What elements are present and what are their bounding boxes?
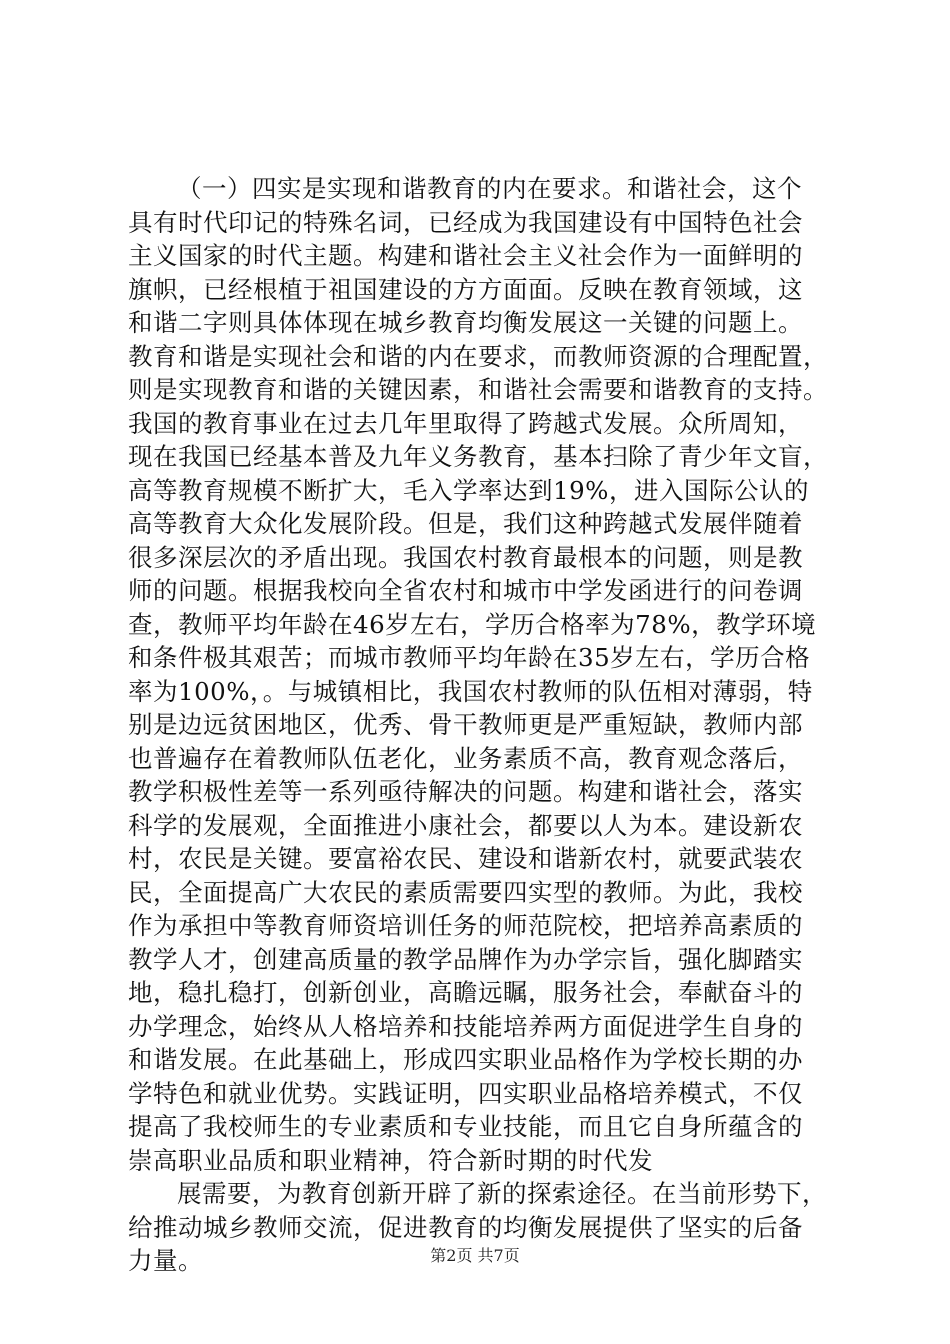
- text-line: 教学人才，创建高质量的教学品牌作为办学宗旨，强化脚踏实: [128, 944, 803, 974]
- text-line: 查，教师平均年龄在46岁左右，学历合格率为78%，教学环境: [128, 609, 817, 639]
- text-line: 和谐二字则具体体现在城乡教育均衡发展这一关键的问题上。: [128, 308, 803, 337]
- text-line: 力量。: [128, 1246, 203, 1275]
- text-line: 给推动城乡教师交流，促进教育的均衡发展提供了坚实的后备: [128, 1212, 803, 1242]
- text-line: 主义国家的时代主题。构建和谐社会主义社会作为一面鲜明的: [128, 241, 803, 270]
- text-line: （一）四实是实现和谐教育的内在要求。和谐社会，这个: [177, 174, 802, 203]
- page-number-footer: 第2页 共7页: [430, 1246, 520, 1265]
- text-line: 很多深层次的矛盾出现。我国农村教育最根本的问题，则是教: [128, 542, 803, 572]
- text-line: 具有时代印记的特殊名词，已经成为我国建设有中国特色社会: [128, 207, 803, 237]
- text-line: 也普遍存在着教师队伍老化，业务素质不高，教育观念落后，: [128, 743, 803, 773]
- text-line: 学特色和就业优势。实践证明，四实职业品格培养模式，不仅: [128, 1078, 803, 1108]
- text-line: 地，稳扎稳打，创新创业，高瞻远瞩，服务社会，奉献奋斗的: [128, 978, 803, 1007]
- text-line: 高等教育规模不断扩大，毛入学率达到19%，进入国际公认的: [128, 475, 809, 505]
- text-line: 我国的教育事业在过去几年里取得了跨越式发展。众所周知，: [128, 408, 803, 438]
- document-body: [128, 172, 828, 1278]
- text-line: 展需要，为教育创新开辟了新的探索途径。在当前形势下，: [177, 1179, 827, 1208]
- text-line: 和条件极其艰苦；而城市教师平均年龄在35岁左右，学历合格: [128, 643, 811, 672]
- text-line: 师的问题。根据我校向全省农村和城市中学发函进行的问卷调: [128, 576, 803, 605]
- text-line: 现在我国已经基本普及九年义务教育，基本扫除了青少年文盲，: [128, 442, 828, 471]
- text-line: 民，全面提高广大农民的素质需要四实型的教师。为此，我校: [128, 877, 803, 907]
- text-line: 科学的发展观，全面推进小康社会，都要以人为本。建设新农: [128, 810, 803, 840]
- text-line: 率为100%，。与城镇相比，我国农村教师的队伍相对薄弱，特: [128, 676, 813, 706]
- text-line: 作为承担中等教育师资培训任务的师范院校，把培养高素质的: [128, 911, 803, 940]
- text-line: 则是实现教育和谐的关键因素，和谐社会需要和谐教育的支持。: [128, 375, 828, 404]
- text-line: 和谐发展。在此基础上，形成四实职业品格作为学校长期的办: [128, 1045, 803, 1074]
- text-line: 提高了我校师生的专业素质和专业技能，而且它自身所蕴含的: [128, 1112, 803, 1141]
- text-line: 旗帜，已经根植于祖国建设的方方面面。反映在教育领域，这: [128, 274, 803, 304]
- text-line: 教育和谐是实现社会和谐的内在要求，而教师资源的合理配置，: [128, 341, 828, 371]
- text-line: 村，农民是关键。要富裕农民、建设和谐新农村，就要武装农: [128, 844, 803, 873]
- text-line: 别是边远贫困地区，优秀、骨干教师更是严重短缺，教师内部: [128, 710, 803, 739]
- text-line: 教学积极性差等一系列亟待解决的问题。构建和谐社会，落实: [128, 777, 803, 806]
- text-line: 高等教育大众化发展阶段。但是，我们这种跨越式发展伴随着: [128, 509, 803, 538]
- text-line: 办学理念，始终从人格培养和技能培养两方面促进学生自身的: [128, 1011, 803, 1041]
- text-line: 崇高职业品质和职业精神，符合新时期的时代发: [128, 1145, 653, 1175]
